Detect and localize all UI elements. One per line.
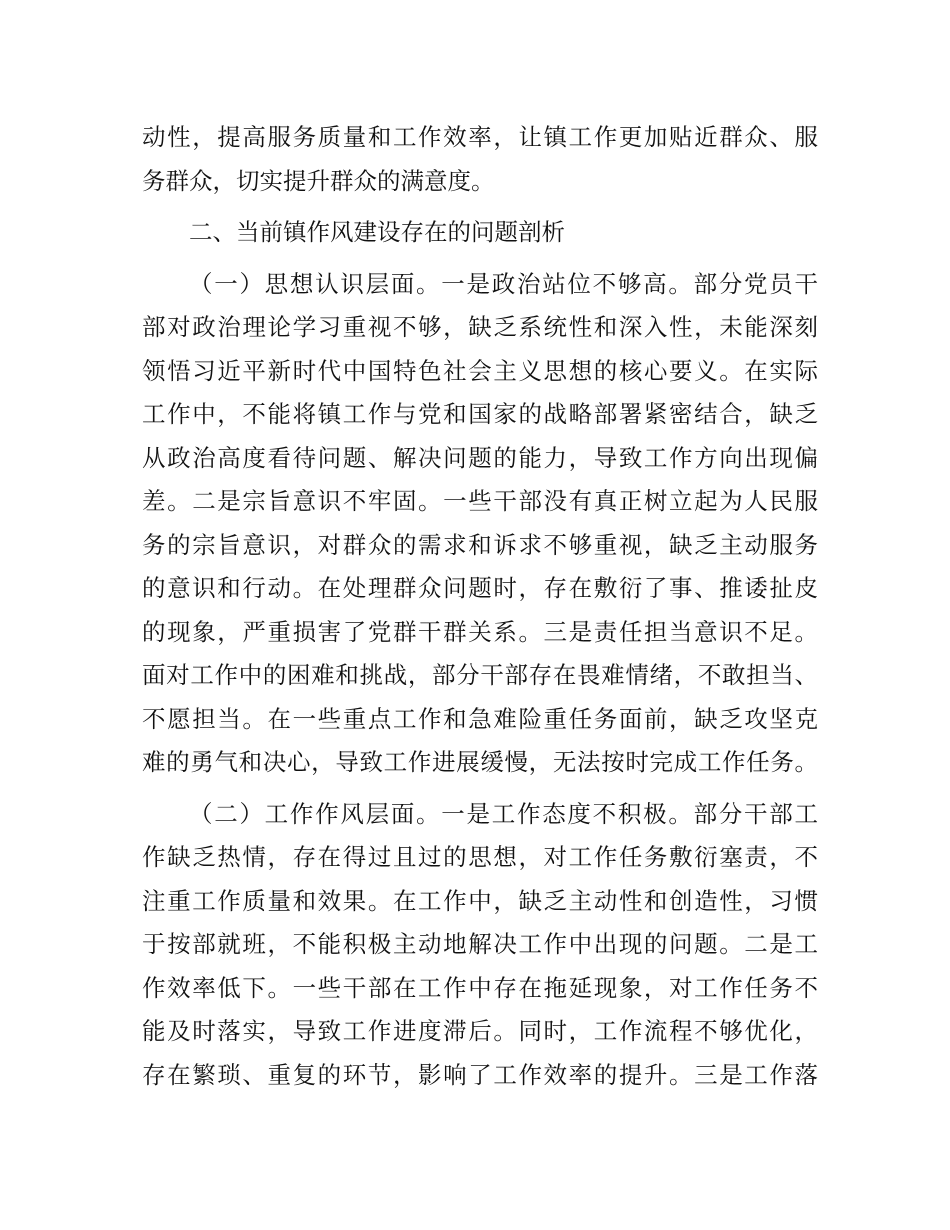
document-body [142, 116, 818, 1097]
section-heading-text: 二、当前镇作风建设存在的问题剖析 [189, 218, 565, 246]
text-line: 难的勇气和决心，导致工作进展缓慢，无法按时完成工作任务。 [142, 748, 818, 776]
text-line: 作效率低下。一些干部在工作中存在拖延现象，对工作任务不 [142, 973, 818, 1002]
text-line: 的意识和行动。在处理群众问题时，存在敷衍了事、推诿扯皮 [142, 574, 818, 602]
text-line: 不愿担当。在一些重点工作和急难险重任务面前，缺乏攻坚克 [142, 704, 818, 733]
text-line: 的现象，严重损害了党群干群关系。三是责任担当意识不足。 [142, 617, 818, 646]
text-line: 从政治高度看待问题、解决问题的能力，导致工作方向出现偏 [142, 443, 818, 472]
text-line: 能及时落实，导致工作进度滞后。同时，工作流程不够优化， [142, 1017, 818, 1045]
text-line: 工作中，不能将镇工作与党和国家的战略部署紧密结合，缺乏 [142, 400, 818, 428]
text-line: 于按部就班，不能积极主动地解决工作中出现的问题。二是工 [142, 930, 818, 958]
text-line: 动性，提高服务质量和工作效率，让镇工作更加贴近群众、服 [142, 123, 818, 151]
text-line: 注重工作质量和效果。在工作中，缺乏主动性和创造性，习惯 [142, 886, 818, 915]
paragraph-ideological [142, 263, 818, 785]
text-line: 差。二是宗旨意识不牢固。一些干部没有真正树立起为人民服 [142, 487, 818, 515]
text-line: 务的宗旨意识，对群众的需求和诉求不够重视，缺乏主动服务 [142, 530, 818, 559]
text-line: 作缺乏热情，存在得过且过的思想，对工作任务敷衍塞责，不 [142, 843, 818, 871]
text-line: 存在繁琐、重复的环节，影响了工作效率的提升。三是工作落 [142, 1060, 818, 1089]
text-line: 领悟习近平新时代中国特色社会主义思想的核心要义。在实际 [142, 356, 818, 385]
text-line: 面对工作中的困难和挑战，部分干部存在畏难情绪，不敢担当、 [142, 661, 818, 689]
section-heading [142, 211, 818, 255]
text-line: 部对政治理论学习重视不够，缺乏系统性和深入性，未能深刻 [142, 313, 818, 341]
text-line: （二）工作作风层面。一是工作态度不积极。部分干部工 [189, 799, 818, 828]
text-line: （一）思想认识层面。一是政治站位不够高。部分党员干 [189, 269, 818, 298]
paragraph-continuation [142, 116, 818, 203]
text-line: 务群众，切实提升群众的满意度。 [142, 166, 495, 195]
paragraph-work-style [142, 793, 818, 1098]
